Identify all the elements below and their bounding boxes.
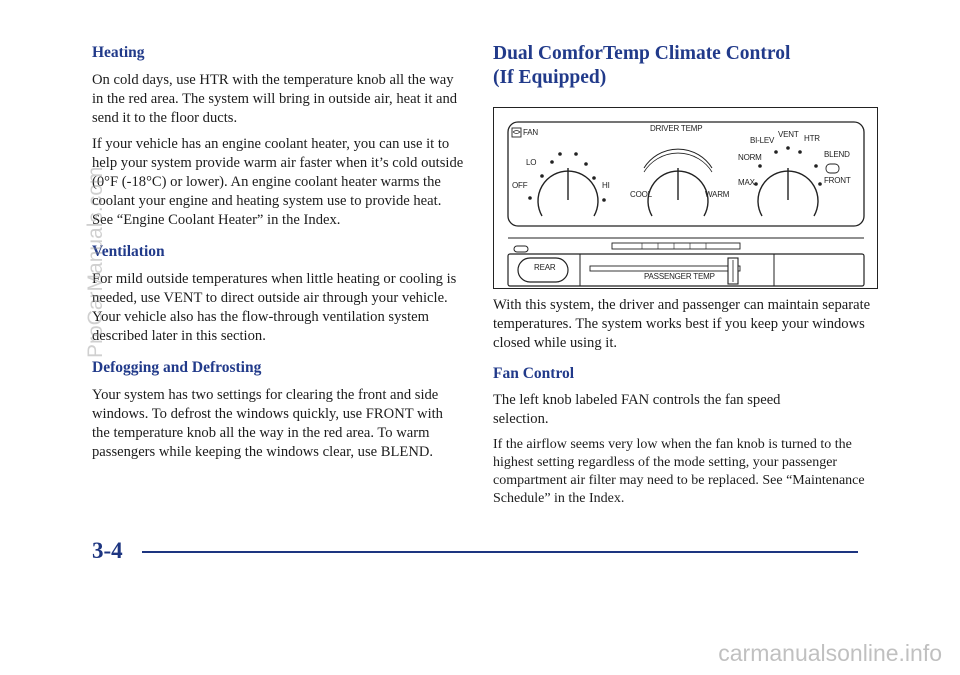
section-title-line-1: Dual ComforTemp Climate Control xyxy=(493,43,791,64)
heating-paragraph-2: If your vehicle has an engine coolant heater, you can use it to help your system provide warm air faster when it’s cold outside (0°F (-18°C) or lower). An engine coolant heater warms the coolant your engine and heating system use to provide heat. See “Engine Coolant Heater” in the Index. xyxy=(92,136,464,228)
panel-label-max: MAX xyxy=(738,178,755,187)
bottom-watermark: carmanualsonline.info xyxy=(718,640,942,666)
right-column xyxy=(493,40,878,90)
panel-label-front: FRONT xyxy=(824,176,851,185)
panel-label-htr: HTR xyxy=(804,134,820,143)
fan-control-heading: Fan Control xyxy=(493,365,575,382)
panel-label-warm: WARM xyxy=(705,190,730,199)
panel-label-hi: HI xyxy=(602,181,610,190)
panel-label-lo: LO xyxy=(526,158,537,167)
heating-paragraph-1: On cold days, use HTR with the temperature knob all the way in the red area. The system will bring in outside air, heat it and send it to the floor ducts. xyxy=(92,72,458,126)
panel-label-fan: FAN xyxy=(523,128,538,137)
page-number: 3-4 xyxy=(92,538,123,563)
panel-label-driver-temp: DRIVER TEMP xyxy=(650,124,703,133)
defog-heading: Defogging and Defrosting xyxy=(92,359,262,376)
panel-label-passenger-temp: PASSENGER TEMP xyxy=(644,272,715,281)
left-column xyxy=(92,40,464,462)
section-title-line-2: (If Equipped) xyxy=(493,67,607,88)
ventilation-heading: Ventilation xyxy=(92,243,165,260)
defog-paragraph: Your system has two settings for clearing the front and side windows. To defrost the windows quickly, use FRONT with the temperature knob all the way in the red area. To warm passengers while keeping the windows clear, use BLEND. xyxy=(92,387,443,460)
heating-heading: Heating xyxy=(92,44,145,61)
fan-control-paragraph-1: The left knob labeled FAN controls the fan speed selection. xyxy=(493,392,781,427)
panel-label-off: OFF xyxy=(512,181,528,190)
panel-label-norm: NORM xyxy=(738,153,762,162)
side-watermark: ProCarManuals.com xyxy=(84,166,107,358)
ventilation-paragraph: For mild outside temperatures when little heating or cooling is needed, use VENT to direct outside air through your vehicle. Your vehicle also has the flow-through ventilation system described later in this section. xyxy=(92,271,457,344)
right-column-body xyxy=(493,296,878,508)
panel-label-rear: REAR xyxy=(534,263,556,272)
footer-rule xyxy=(142,551,858,553)
intro-paragraph: With this system, the driver and passenger can maintain separate temperatures. The system works best if you keep your windows closed while using it. xyxy=(493,297,871,351)
climate-control-panel-illustration xyxy=(493,107,878,289)
panel-label-vent: VENT xyxy=(778,130,799,139)
fan-control-paragraph-2: If the airflow seems very low when the fan knob is turned to the highest setting regardless of the mode setting, your passenger compartment air filter may need to be replaced. See “Maintenance Schedule” in the Index. xyxy=(493,437,865,506)
panel-label-bi-lev: BI-LEV xyxy=(750,136,775,145)
section-title xyxy=(493,42,878,90)
panel-label-cool: COOL xyxy=(630,190,652,199)
panel-label-blend: BLEND xyxy=(824,150,850,159)
